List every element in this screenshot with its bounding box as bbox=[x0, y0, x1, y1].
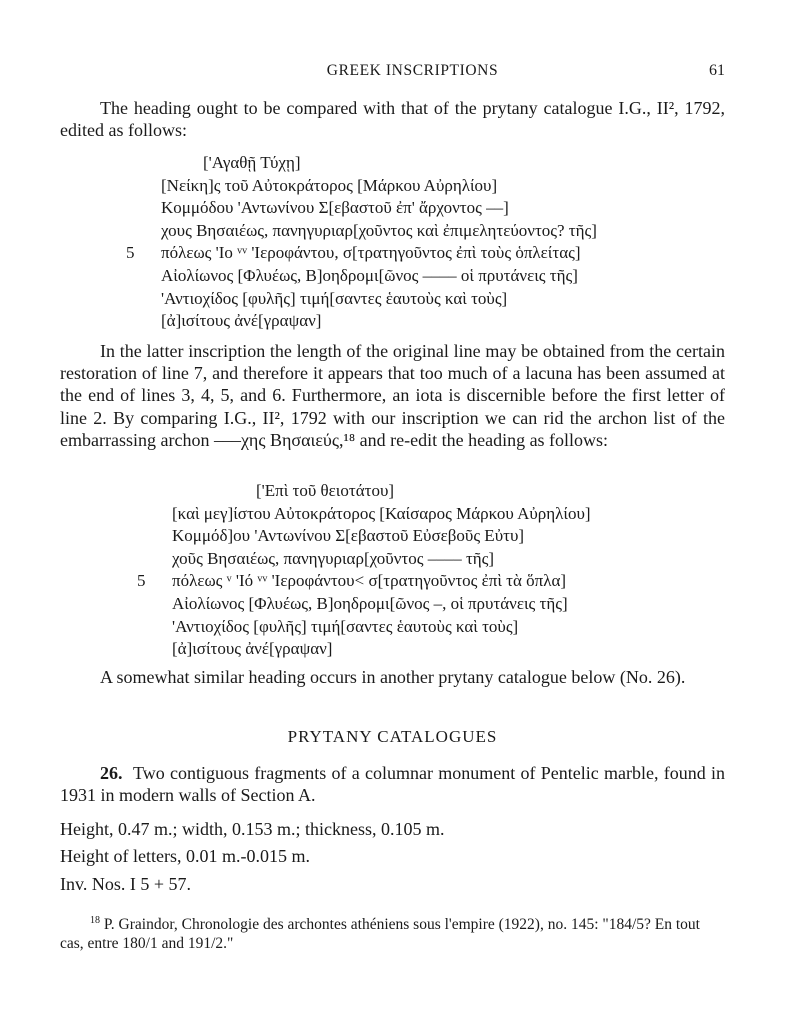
inscription-line bbox=[161, 197, 597, 220]
line-text: [καὶ μεγ]ίστου Αὐτοκράτορος [Καίσαρος Μάρκου Αὐρηλίου] bbox=[172, 503, 591, 523]
inscription-ig-1792 bbox=[126, 152, 597, 333]
paragraph-text: The heading ought to be compared with that of the prytany catalogue I.G., II², 1792, edited as follows: bbox=[60, 98, 725, 141]
paragraph-commentary bbox=[60, 340, 725, 451]
line-text: ['Επὶ τοῦ θειοτάτου] bbox=[256, 481, 395, 500]
line-text: [ἀ]ισίτους ἀνέ[γραψαν] bbox=[161, 311, 322, 331]
paragraph-similar-heading bbox=[60, 666, 725, 688]
line-text: 'Αντιοχίδος [φυλῆς] τιμή[σαντες ἑαυτοὺς καὶ τοὺς] bbox=[161, 288, 508, 308]
inscription-line bbox=[172, 503, 591, 526]
inscription-line bbox=[126, 242, 597, 265]
page-header bbox=[100, 62, 725, 86]
paragraph-intro bbox=[60, 97, 725, 141]
running-title: GREEK INSCRIPTIONS bbox=[326, 62, 499, 79]
line-text: Κομμόδου 'Αντωνίνου Σ[εβαστοῦ ἐπ' ἄρχοντος ––] bbox=[161, 198, 509, 218]
footnote-body: P. Graindor, Chronologie des archontes athéniens sous l'empire (1922), no. 145: "184/5? En tout cas, entre 180/1 and 191/2." bbox=[60, 916, 700, 952]
line-text: Κομμόδ]ου 'Αντωνίνου Σ[εβαστοῦ Εὐσεβοῦς Εὐτυ] bbox=[172, 526, 525, 546]
inscription-line bbox=[256, 480, 591, 503]
inscription-reedited bbox=[137, 480, 591, 661]
inscription-line bbox=[172, 593, 591, 616]
footnote bbox=[60, 915, 725, 953]
catalogue-entry bbox=[60, 762, 725, 806]
entry-letter-height: Height of letters, 0.01 m.-0.015 m. bbox=[60, 846, 310, 866]
inscription-line bbox=[161, 265, 597, 288]
line-number: 5 bbox=[137, 571, 146, 591]
inscription-line bbox=[203, 152, 597, 175]
line-text: χους Βησαιέως, πανηγυριαρ[χοῦντος καὶ ἐπιμελητεύοντος? τῆς] bbox=[161, 220, 597, 240]
line-text: Αἰολίωνος [Φλυέως, Β]οηδρομι[ῶνος –––– οἱ πρυτάνεις τῆς] bbox=[161, 265, 578, 285]
inscription-line bbox=[161, 310, 597, 333]
entry-number: 26. bbox=[100, 763, 123, 783]
inscription-line bbox=[172, 525, 591, 548]
section-title: PRYTANY CATALOGUES bbox=[287, 727, 498, 746]
inscription-line bbox=[172, 548, 591, 571]
page-number: 61 bbox=[709, 62, 725, 79]
inscription-line bbox=[161, 288, 597, 311]
entry-inventory: Inv. Nos. I 5 + 57. bbox=[60, 874, 191, 894]
line-text: [ἀ]ισίτους ἀνέ[γραψαν] bbox=[172, 639, 333, 659]
footnote-text bbox=[60, 915, 725, 953]
inscription-line bbox=[137, 570, 591, 593]
footnote-marker: 18 bbox=[90, 914, 100, 926]
line-number: 5 bbox=[126, 243, 135, 263]
entry-paragraph bbox=[60, 762, 725, 806]
line-text: ['Αγαθῇ Τύχῃ] bbox=[203, 153, 301, 172]
line-text: πόλεως 'Ιο ᵛᵛ 'Ιεροφάντου, σ[τρατηγοῦντος ἐπὶ τοὺς ὁπλείτας] bbox=[161, 243, 581, 263]
line-text: 'Αντιοχίδος [φυλῆς] τιμή[σαντες ἑαυτοὺς καὶ τοὺς] bbox=[172, 616, 519, 636]
entry-text: Two contiguous fragments of a columnar monument of Pentelic marble, found in 1931 in modern walls of Section A. bbox=[60, 763, 726, 806]
paragraph-text: A somewhat similar heading occurs in another prytany catalogue below (No. 26). bbox=[100, 667, 686, 687]
paragraph-text: In the latter inscription the length of the original line may be obtained from the certain restoration of line 7, and therefore it appears that too much of a lacuna has been assumed at the end of lines 3, 4, 5, and 6. Furthermore, an iota is discernible before the first letter of line 2. By comparing I.G., II², 1792 with our inscription we can rid the archon list of the embarrassing archon –––χης Βησαιεύς,¹⁸ and re-edit the heading as follows: bbox=[60, 341, 725, 450]
inscription-line bbox=[161, 175, 597, 198]
inscription-line bbox=[172, 638, 591, 661]
line-text: πόλεως ᵛ 'Ιό ᵛᵛ 'Ιεροφάντου˂ σ[τρατηγοῦντος ἐπὶ τὰ ὅπλα] bbox=[172, 571, 567, 591]
inscription-line bbox=[161, 220, 597, 243]
inscription-line bbox=[172, 616, 591, 639]
entry-dimensions: Height, 0.47 m.; width, 0.153 m.; thickness, 0.105 m. bbox=[60, 819, 445, 839]
line-text: Αἰολίωνος [Φλυέως, Β]οηδρομι[ῶνος –, οἱ πρυτάνεις τῆς] bbox=[172, 593, 568, 613]
line-text: [Νείκη]ς τοῦ Αὐτοκράτορος [Μάρκου Αὐρηλίου] bbox=[161, 175, 498, 195]
line-text: χοῦς Βησαιέως, πανηγυριαρ[χοῦντος –––– τῆς] bbox=[172, 548, 495, 568]
